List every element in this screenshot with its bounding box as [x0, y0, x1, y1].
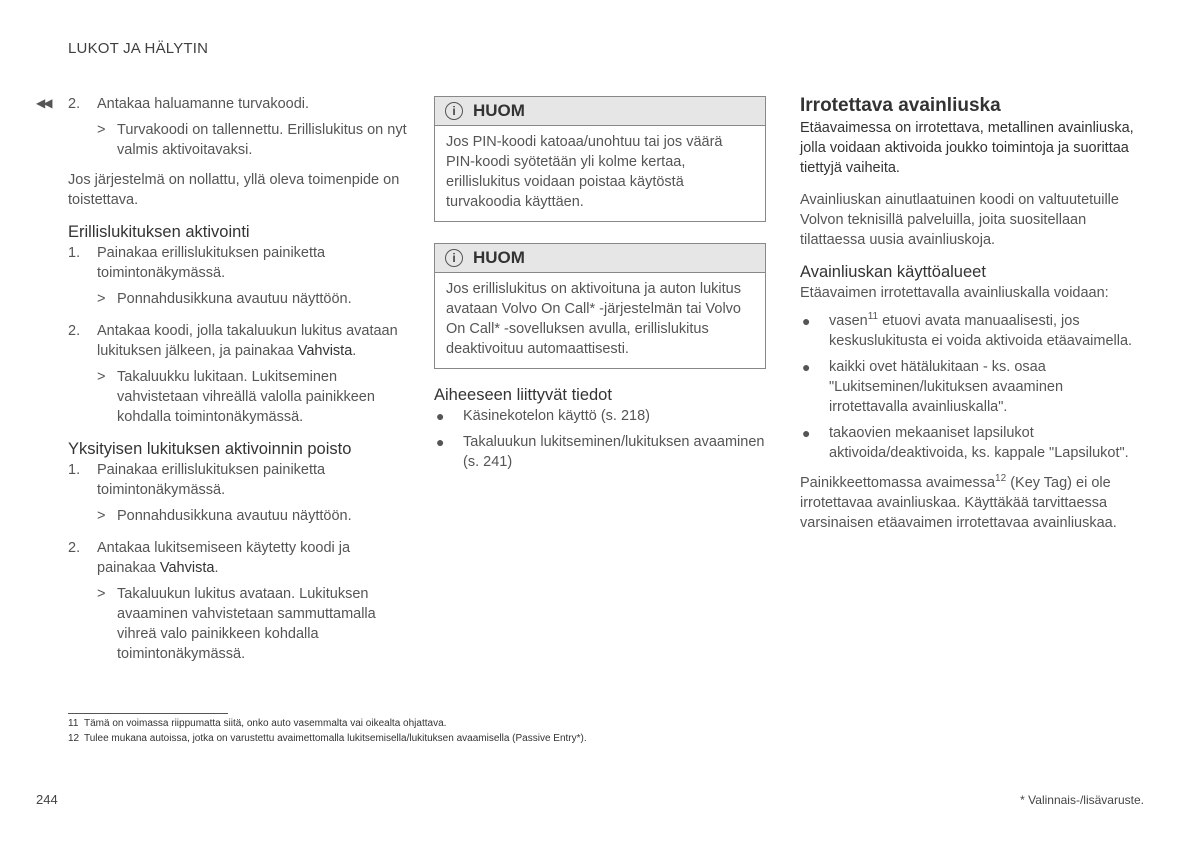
footnote-number: 11 — [68, 718, 79, 729]
note-text: Jos erillislukitus on aktivoituna ja auton lukitus avataan Volvo On Call* -järjestelmän tai Volvo On Call* -sovelluksen avulla, erillislukitus deaktivoituu automaattisesti. — [446, 281, 741, 357]
list-item — [800, 311, 1140, 351]
step-result — [68, 367, 408, 427]
result-marker: > — [97, 369, 106, 385]
note-box — [434, 96, 766, 222]
section-heading-deactivate: Yksityisen lukituksen aktivoinnin poisto — [68, 440, 352, 458]
continued-marker: ◀◀ — [36, 96, 51, 110]
footnote-text: Tulee mukana autoissa, jotka on varustettu avaimettomalla lukitsemisella/lukituksen avaamisella (Passive Entry*). — [84, 733, 587, 744]
step-2 — [68, 321, 408, 361]
note-title: HUOM — [473, 101, 525, 120]
footnote — [68, 733, 587, 744]
result-text: Takaluukku lukitaan. Lukitseminen vahvistetaan vihreällä valolla painikkeen kohdalla toimintonäkymässä. — [117, 369, 375, 425]
section-title: Irrotettava avainliuska — [800, 95, 1001, 116]
confirm-label: Vahvista — [297, 343, 353, 359]
note-title: HUOM — [473, 248, 525, 267]
info-icon: i — [445, 102, 463, 120]
paragraph-text: Painikkeettomassa avaimessa — [800, 475, 996, 491]
bullet-icon: ● — [802, 313, 811, 329]
step-2 — [68, 538, 408, 578]
result-marker: > — [97, 122, 106, 138]
optional-equipment-note: * Valinnais-/lisävaruste. — [1020, 793, 1144, 807]
result-marker: > — [97, 291, 106, 307]
step-text: Antakaa lukitsemiseen käytetty koodi ja painakaa — [97, 540, 351, 576]
list-text: kaikki ovet hätälukitaan - ks. osaa "Lukitseminen/lukituksen avaaminen irrotettavalla avainliuskalla". — [829, 359, 1064, 415]
related-link-text[interactable]: Takaluukun lukitseminen/lukituksen avaaminen (s. 241) — [463, 434, 765, 470]
paragraph — [800, 473, 1140, 533]
step-text: Antakaa koodi, jolla takaluukun lukitus avataan lukituksen jälkeen, ja painakaa — [97, 323, 398, 359]
bullet-icon: ● — [436, 408, 445, 424]
page-number: 244 — [36, 792, 58, 807]
note-header — [435, 244, 765, 273]
bullet-icon: ● — [436, 434, 445, 450]
footnote-ref: 11 — [867, 311, 879, 323]
confirm-label: Vahvista — [159, 560, 215, 576]
info-icon: i — [445, 249, 463, 267]
step-text: Antakaa haluamanne turvakoodi. — [97, 96, 310, 112]
result-text: Takaluukun lukitus avataan. Lukituksen avaaminen vahvistetaan sammuttamalla vihreä valo painikkeen kohdalla toimintonäkymässä. — [117, 586, 376, 662]
result-text: Turvakoodi on tallennettu. Erillislukitus on nyt valmis aktivoitavaksi. — [117, 122, 407, 158]
step-text: Painakaa erillislukituksen painiketta toimintonäkymässä. — [97, 462, 326, 498]
step-result — [68, 506, 408, 526]
bullet-icon: ● — [802, 425, 811, 441]
column-left — [68, 94, 408, 664]
step-result — [68, 289, 408, 309]
footnote-ref: 12 — [995, 473, 1007, 485]
punctuation: . — [214, 560, 219, 576]
footnote-divider — [68, 713, 228, 714]
lead-paragraph: Etäavaimessa on irrotettava, metallinen avainliuska, jolla voidaan aktivoida joukko toimintoja ja suorittaa tiettyjä vaiheita. — [800, 120, 1134, 176]
result-marker: > — [97, 586, 106, 602]
column-middle — [434, 96, 766, 472]
step-1 — [68, 460, 408, 500]
footnote — [68, 718, 446, 729]
result-marker: > — [97, 508, 106, 524]
result-text: Ponnahdusikkuna avautuu näyttöön. — [117, 508, 352, 524]
list-item — [800, 357, 1140, 417]
list-text: takaovien mekaaniset lapsilukot aktivoida/deaktivoida, ks. kappale "Lapsilukot". — [829, 425, 1129, 461]
paragraph: Avainliuskan ainutlaatuinen koodi on valtuutetuille Volvon teknisillä palveluilla, joita suositellaan tilattaessa uusia avainliuskoja. — [800, 192, 1119, 248]
note-box — [434, 243, 766, 369]
step-number: 1. — [68, 462, 81, 478]
related-heading: Aiheeseen liittyvät tiedot — [434, 386, 612, 404]
footnote-text: Tämä on voimassa riippumatta siitä, onko auto vasemmalta vai oikealta ohjattava. — [84, 718, 447, 729]
step-text: Painakaa erillislukituksen painiketta toimintonäkymässä. — [97, 245, 326, 281]
note-header — [435, 97, 765, 126]
related-link[interactable] — [434, 432, 766, 472]
reset-paragraph: Jos järjestelmä on nollattu, yllä oleva toimenpide on toistettava. — [68, 172, 400, 208]
related-link[interactable] — [434, 406, 766, 426]
step-number: 2. — [68, 323, 81, 339]
section-heading-activate: Erillislukituksen aktivointi — [68, 223, 250, 241]
step-number: 1. — [68, 245, 81, 261]
list-item — [800, 423, 1140, 463]
result-text: Ponnahdusikkuna avautuu näyttöön. — [117, 291, 352, 307]
step-2 — [68, 94, 408, 114]
bullet-icon: ● — [802, 359, 811, 375]
step-number: 2. — [68, 96, 81, 112]
note-text: Jos PIN-koodi katoaa/unohtuu tai jos väärä PIN-koodi syötetään yli kolme kertaa, erillislukitus voidaan poistaa käytöstä turvakoodia käyttäen. — [446, 134, 723, 210]
list-text: vasen — [829, 313, 868, 329]
step-result — [68, 120, 408, 160]
paragraph-text: (Key Tag) ei ole irrotettavaa avainliuskaa. Käyttäkää tarvittaessa varsinaisen etäavaimen irrotettavaa avainliuskaa. — [800, 475, 1117, 531]
punctuation: . — [352, 343, 357, 359]
sub-intro: Etäavaimen irrotettavalla avainliuskalla voidaan: — [800, 285, 1109, 301]
step-1 — [68, 243, 408, 283]
step-result — [68, 584, 408, 664]
footnote-number: 12 — [68, 733, 80, 744]
list-text: etuovi avata manuaalisesti, jos keskuslukitusta ei voida aktivoida etäavaimella. — [829, 313, 1133, 349]
sub-heading: Avainliuskan käyttöalueet — [800, 263, 986, 281]
page-header: LUKOT JA HÄLYTIN — [68, 40, 209, 57]
column-right — [800, 94, 1140, 533]
related-link-text[interactable]: Käsinekotelon käyttö (s. 218) — [463, 408, 650, 424]
step-number: 2. — [68, 540, 81, 556]
